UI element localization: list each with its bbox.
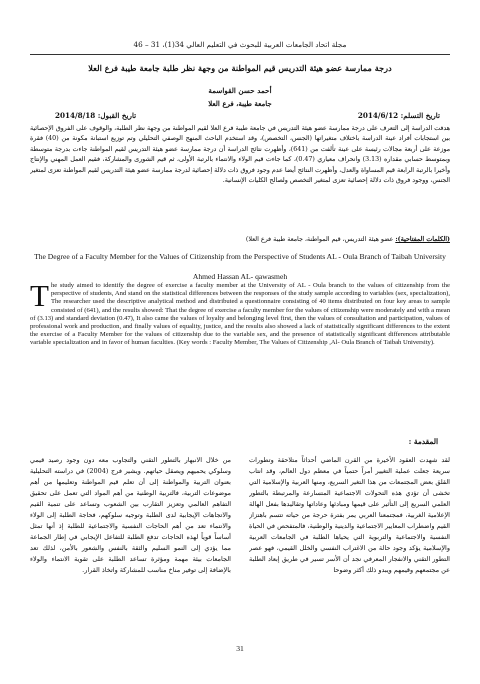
arabic-author: أحمد حسن القواسمة: [208, 86, 272, 95]
intro-column-right: لقد شهدت العقود الأخيرة من القرن الماضي أحداثاً متلاحقة وتطورات سريعة جعلت عملية التغيير أمراً حتمياً في معظم دول العالم، وقد انتاب القلق بعض المجتمعات من هذا التغير السريع، ومنها العربية والإسلامية التي تخشى أن تؤدي هذه التحولات الاجتماعية المتسارعة والمرتبطة بالتطور العلمي السريع إلى التأثير على قيمها ومبادئها وعاداتها وتقاليدها بفعل الهالة الإعلامية الغربية، فمجتمعنا العربي يمر بفترة حرجة من حياته تتسم باهتزاز القيم واضطراب المعايير الاجتماعية والدينية والوطنية، فالمتفحص في الحياة النفسية والاجتماعية والتربوية التي يحياها الطلبة في الجامعات العربية والإسلامية يؤكد وجود حالة من الاغتراب النفسي والخلل القيمي، فهو عصر التطور التقني والانفجار المعرفي نجد أن الأسر تسير في طريق إبعاد الطلبة عن مجتمعهم وقيمهم ويبدو ذلك أكثر وضوحا: [249, 456, 450, 574]
intro-column-left: من خلال الانبهار بالتطور التقني والتجاوب معه دون وجود رصيد قيمي وسلوكي يحميهم ويصقل حياتهم. ويشير فرج (2004) في دراسته التحليلية بعنوان التربية والمواطنة إلى أن تعلم قيم المواطنة وتعليمها من أهم موضوعات التربية، فالتربية الوطنية من أهم المواد التي تعمل على تحقيق التفاهم العالمي وتعزيز التقارب بين الشعوب وتساعد على تنمية القيم والاتجاهات الإيجابية لدى الطلبة وتوجيه سلوكهم، فحاجة الطلبة إلى الولاء والانتماء تعد من أهم الحاجات النفسية والاجتماعية للطلبة إذ أنها تمثل أساساً قوياً لهذه الحاجات تدفع الطلبة للتفاعل الإيجابي في إطار الجماعة مما يؤدي إلى النمو السليم والثقة بالنفس والشعور بالأمن، لذلك تعد الجامعات بيئة مهمة ومؤثرة تساعد الطلبة على تقوية الانتماء والولاء بالإضافة إلى توفير مناخ مناسب للمشاركة واتخاذ القرار.: [30, 456, 231, 574]
page-number: 31: [236, 644, 244, 653]
english-title: The Degree of a Faculty Member for the Values of Citizenship from the Perspective of Students AL - Oula Branch of Taibah University: [34, 252, 446, 261]
arabic-affiliation: جامعة طيبة، فرع العلا: [208, 99, 272, 108]
arabic-abstract: هدفت الدراسة إلى التعرف على درجة ممارسة عضو هيئة التدريس في جامعة طيبة فرع العلا لقيم المواطنة من وجهة نظر الطلبة، والوقوف على الفروق الإحصائية بين استجابات أفراد عينة الدراسة باختلاف متغيراتها (الجنس، التخصص)، وقد استخدم الباحث المنهج الوصفي التحليلي وتم توزيع استبانة مكونة من (40) فقرة موزعة على أربعة مجالات رئيسة على عينة تألفت من (641)، وأظهرت نتائج الدراسة أن درجة ممارسة عضو هيئة التدريس لقيم المواطنة جاءت بدرجة متوسطة وبمتوسط حسابي مقداره (3.13) وانحراف معياري (0.47)، كما جاءت قيم الولاء والانتماء بالرتبة الأولى، ثم قيم الشورى والمشاركة، فقيم العمل المهني والإنتاج وأخيرا بالرتبة الرابعة قيم المساواة والعدل، وأظهرت النتائج أيضا عدم وجود فروق ذات دلالة إحصائية لدرجة ممارسة عضو هيئة التدريس لقيم المواطنة تعزى لمتغير الجنس، ووجود فروق ذات دلالة إحصائية تعزى لمتغير التخصص ولصالح الكليات الإنسانية.: [30, 125, 450, 185]
intro-heading: المقدمة :: [408, 437, 438, 446]
header-divider: [30, 54, 450, 55]
accepted-date: تاريخ القبول: 2014/8/18: [55, 111, 137, 120]
english-abstract: [30, 278, 450, 348]
arabic-keywords-label: (الكلمات المفتاحية):: [395, 236, 450, 243]
received-date: تاريخ التسلم: 2014/6/12: [357, 111, 440, 120]
drop-cap-letter: T: [30, 278, 49, 313]
arabic-title: درجة ممارسة عضو هيئة التدريس قيم المواطنة من وجهة نظر طلبة جامعة طيبة فرع العلا: [88, 63, 392, 73]
english-author: Ahmed Hassan AL- qawasmeh: [192, 272, 288, 281]
arabic-keywords-text: عضو هيئة التدريس، قيم المواطنة، جامعة طيبة فرع العلا): [245, 236, 394, 243]
arabic-keywords: [30, 235, 450, 245]
journal-header: مجلة اتحاد الجامعات العربية للبحوث في التعليم العالي 34(1)، 31 – 46: [133, 40, 347, 49]
english-abstract-text: he study aimed to identify the degree of exercise a faculty member at the University of AL - Oula branch to the values of citizenship from the perspective of students, And stand on the statistical differences between the responses of the study sample according to variables (sex, specialization), The researcher used the descriptive analytical method and distributed a questionnaire consisting of 40 items distributed on four key areas to sample consisted of (641), and the results showed: That the degree of exercise a faculty member for the values of citizenship were moderately and with a mean of (3.13) and standard deviation (0.47), It also came the values of loyalty and belonging level first, then the values of consultation and participation, values of professional work and production, and finally values of equality, justice, and the results also showed a lack of statistically significant differences to the extent the exercise of a Faculty Member for the values of citizenship due to the variable sex, and the presence of statistically significant differences attributable variable specialization and in favor of human faculties. (Key words : Faculty Member, The Values of Citizenship ,Al- Oula Branch of Taibah University).: [30, 282, 450, 347]
